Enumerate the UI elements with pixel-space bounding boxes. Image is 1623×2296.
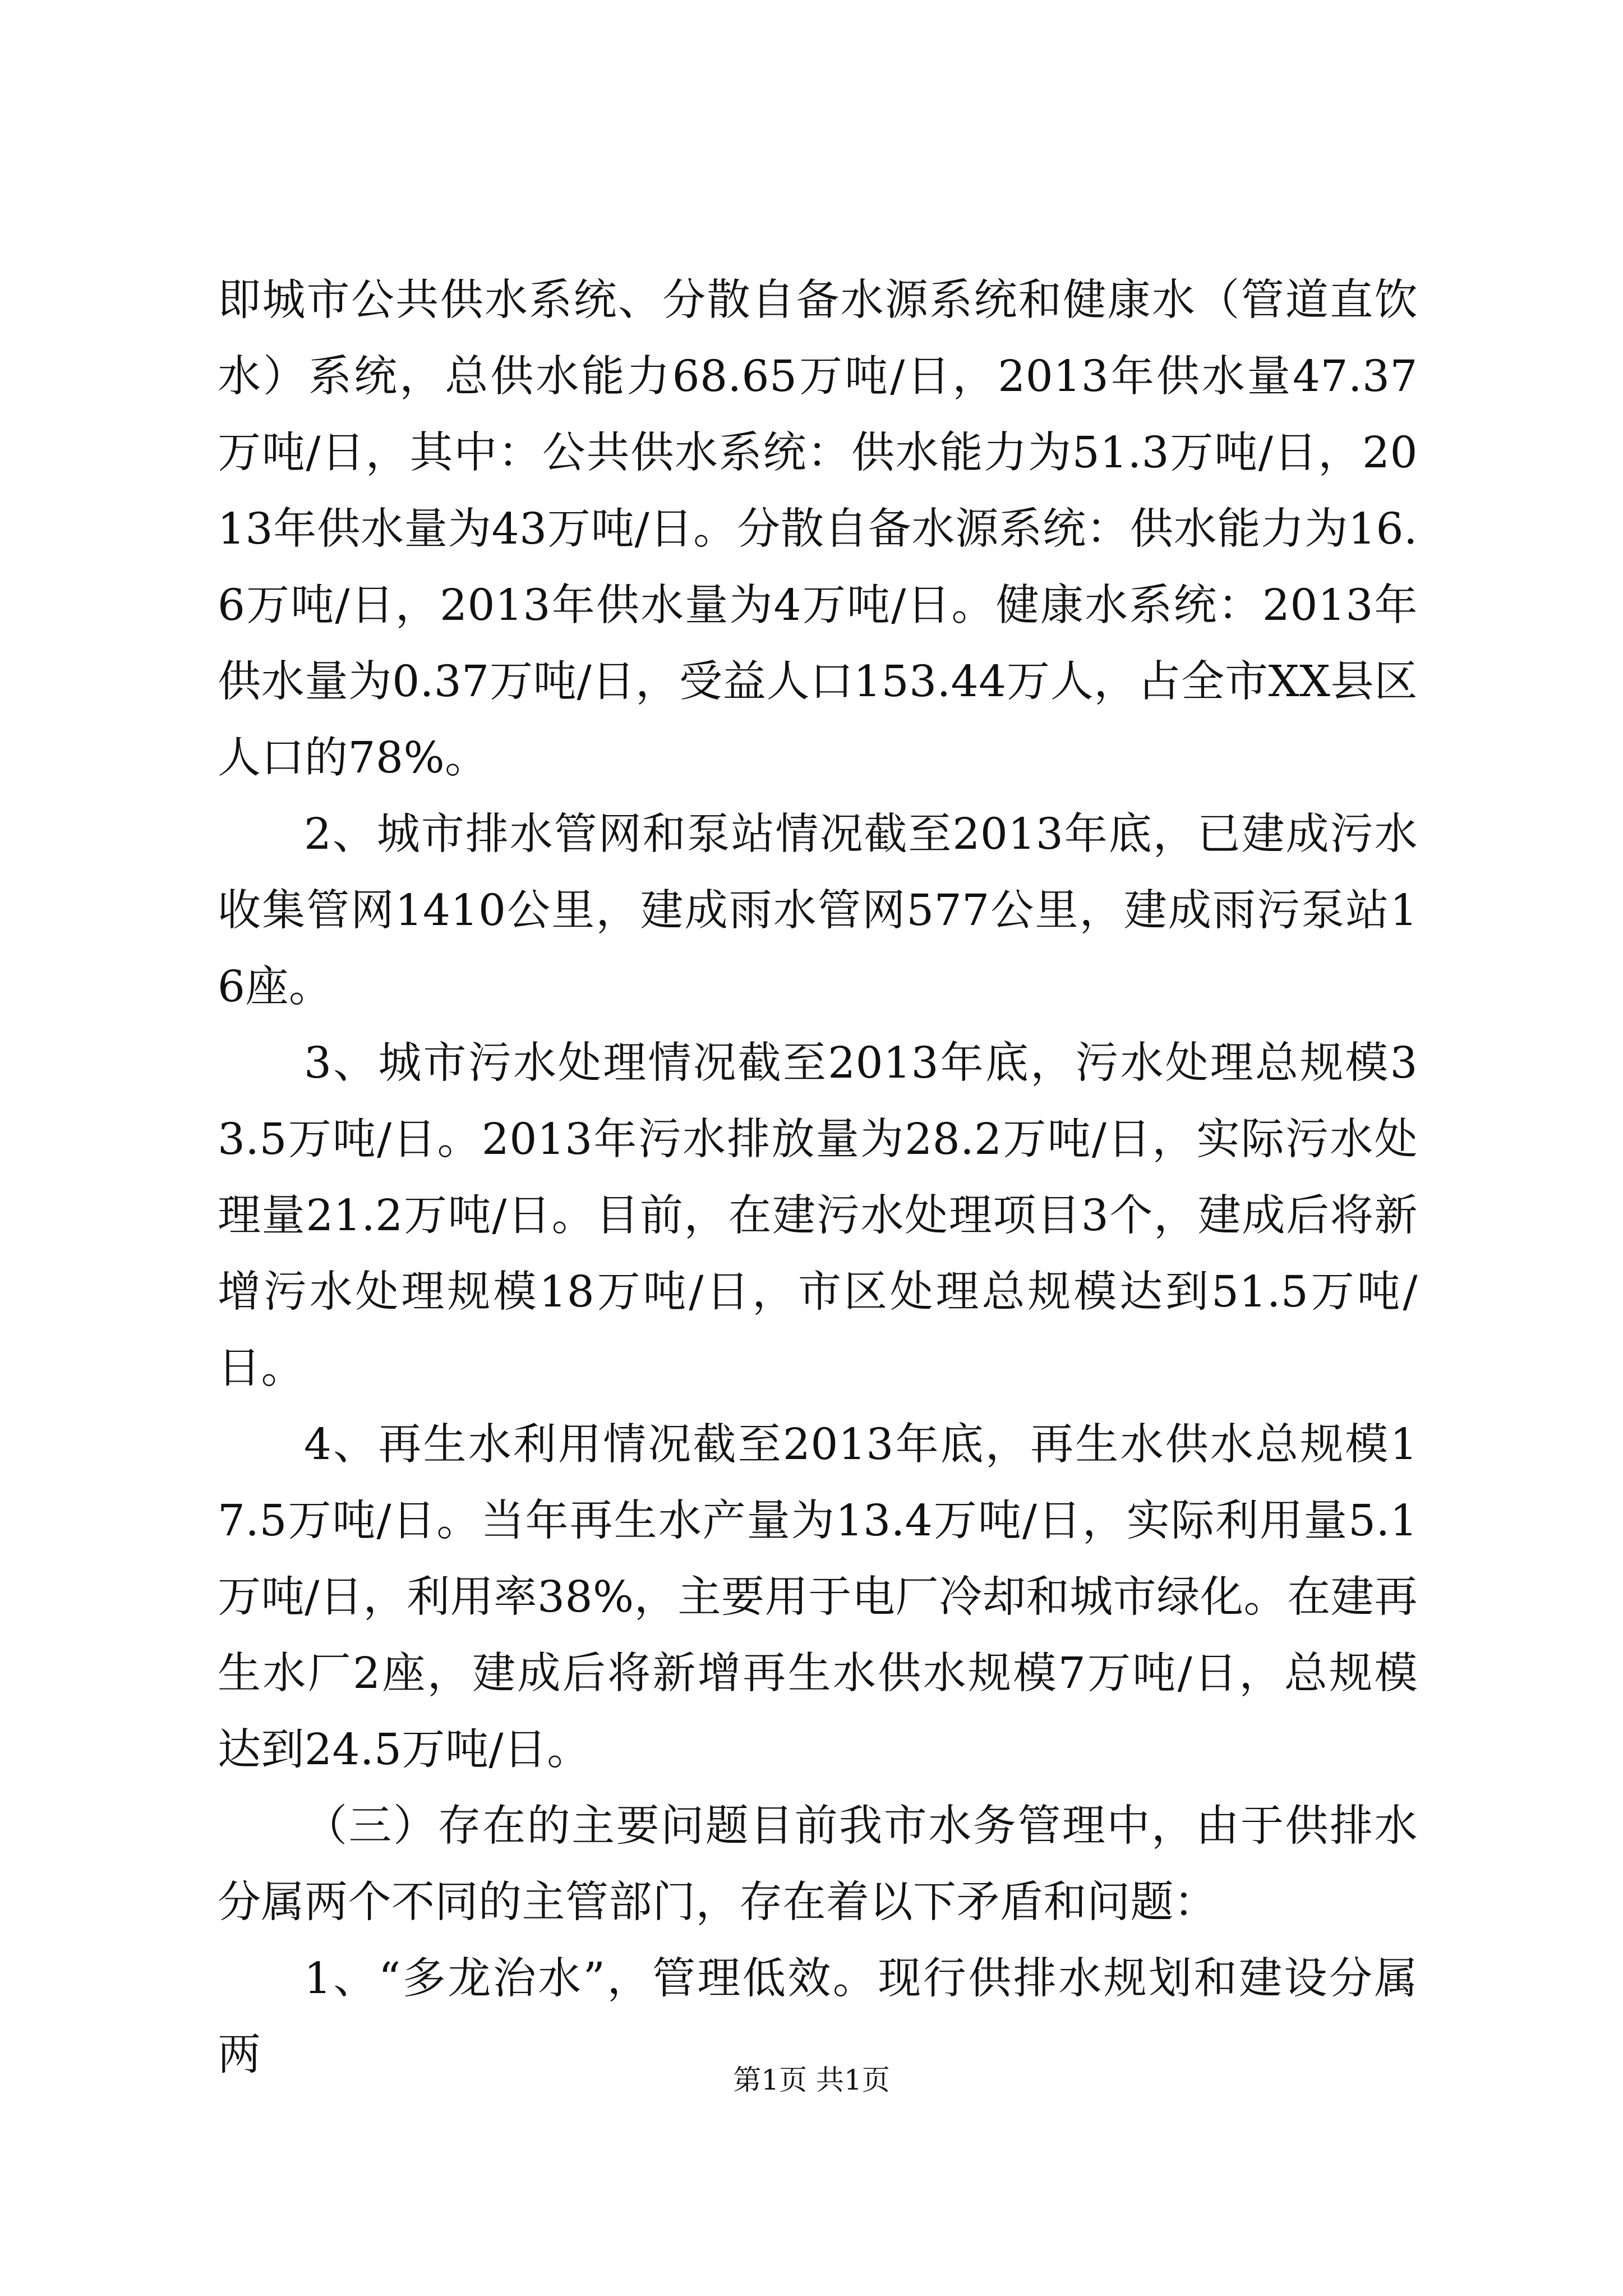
- page-footer: 第1页 共1页: [733, 2064, 890, 2096]
- paragraph-sewage-treatment: 3、城市污水处理情况截至2013年底，污水处理总规模33.5万吨/日。2013年污水排放量为28.2万吨/日，实际污水处理量21.2万吨/日。目前，在建污水处理项目3个，建成后将新增污水处理规模18万吨/日，市区处理总规模达到51.5万吨/日。: [218, 1038, 1418, 1393]
- paragraph-water-supply-systems: 即城市公共供水系统、分散自备水源系统和健康水（管道直饮水）系统，总供水能力68.65万吨/日，2013年供水量47.37万吨/日，其中：公共供水系统：供水能力为51.3万吨/日，2013年供水量为43万吨/日。分散自备水源系统：供水能力为16.6万吨/日，2013年供水量为4万吨/日。健康水系统：2013年供水量为0.37万吨/日，受益人口153.44万人，占全市XX县区人口的78%。: [218, 275, 1418, 783]
- document-body: [218, 263, 1418, 2093]
- paragraph-recycled-water: 4、再生水利用情况截至2013年底，再生水供水总规模17.5万吨/日。当年再生水产量为13.4万吨/日，实际利用量5.1万吨/日，利用率38%，主要用于电厂冷却和城市绿化。在建再生水厂2座，建成后将新增再生水供水规模7万吨/日，总规模达到24.5万吨/日。: [218, 1420, 1418, 1775]
- paragraph-management-issue: 1、“多龙治水”，管理低效。现行供排水规划和建设分属两: [218, 1954, 1418, 2080]
- paragraph-main-problems: （三）存在的主要问题目前我市水务管理中，由于供排水分属两个不同的主管部门，存在着以下矛盾和问题：: [218, 1801, 1418, 1927]
- paragraph-drainage-network: 2、城市排水管网和泵站情况截至2013年底，已建成污水收集管网1410公里，建成雨水管网577公里，建成雨污泵站16座。: [218, 809, 1418, 1012]
